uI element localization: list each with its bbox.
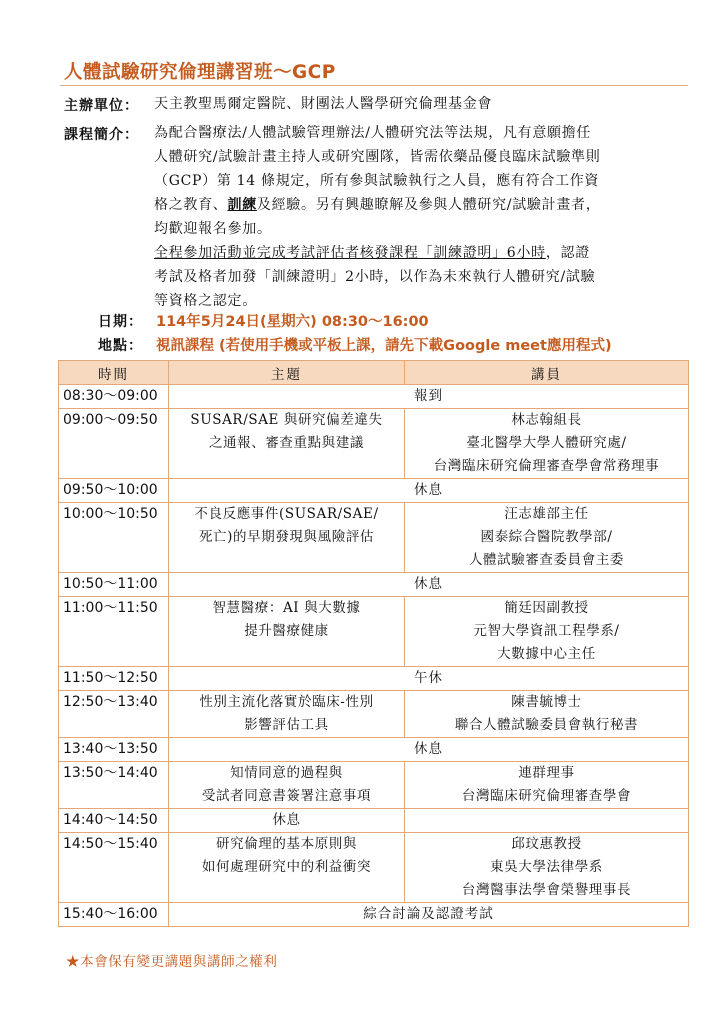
topic-line: 研究倫理的基本原則與 bbox=[216, 836, 357, 852]
topic-line: 不良反應事件(SUSAR/SAE/ bbox=[194, 506, 379, 522]
topic-line: 死亡)的早期發現與風險評估 bbox=[198, 529, 375, 545]
certificate-condition: 全程參加活動並完成考試評估者核發課程「訓練證明」6小時 bbox=[154, 245, 546, 261]
session-speaker bbox=[405, 762, 689, 809]
session-time: 12:50～13:40 bbox=[59, 691, 169, 738]
topic-line: 知情同意的過程與 bbox=[230, 765, 343, 781]
table-row bbox=[59, 691, 689, 738]
page-title: 人體試驗研究倫理講習班～GCP bbox=[64, 62, 336, 83]
session-time: 09:00～09:50 bbox=[59, 409, 169, 479]
topic-line: 如何處理研究中的利益衝突 bbox=[201, 859, 372, 875]
footnote: ★本會保有變更講題與講師之權利 bbox=[66, 954, 278, 970]
organizer-value: 天主教聖馬爾定醫院、財團法人醫學研究倫理基金會 bbox=[154, 96, 493, 112]
speaker-line: 汪志雄部主任 bbox=[504, 506, 589, 522]
speaker-line: 人體試驗審查委員會主委 bbox=[468, 552, 625, 568]
session-time: 13:50～14:40 bbox=[59, 762, 169, 809]
course-text: 格之教育、 bbox=[154, 197, 228, 213]
speaker-line: 連群理事 bbox=[518, 765, 575, 781]
session-time: 13:40～13:50 bbox=[59, 738, 169, 762]
date-label: 日期： bbox=[98, 314, 143, 330]
course-line: 考試及格者加發「訓練證明」2小時，以作為未來執行人體研究/試驗 bbox=[154, 269, 596, 285]
table-row bbox=[59, 738, 689, 762]
table-row bbox=[59, 573, 689, 597]
session-time: 14:40～14:50 bbox=[59, 809, 169, 833]
training-emphasis: 訓練 bbox=[227, 197, 257, 213]
course-line bbox=[154, 241, 674, 265]
session-break: 休息 bbox=[169, 573, 689, 597]
course-line: 為配合醫療法/人體試驗管理辦法/人體研究法等法規，凡有意願擔任 bbox=[154, 125, 592, 141]
session-time: 14:50～15:40 bbox=[59, 833, 169, 903]
table-row bbox=[59, 597, 689, 667]
date-value: 114年5月24日(星期六) 08:30～16:00 bbox=[156, 314, 429, 330]
topic-line: 性別主流化落實於臨床-性別 bbox=[199, 694, 374, 710]
course-description bbox=[154, 121, 674, 313]
course-line: 等資格之認定。 bbox=[154, 293, 257, 309]
speaker-line: 東吳大學法律學系 bbox=[490, 859, 603, 875]
speaker-line: 國泰綜合醫院教學部/ bbox=[480, 529, 613, 545]
header-speaker: 講員 bbox=[405, 361, 689, 385]
session-break: 休息 bbox=[169, 479, 689, 503]
session-topic bbox=[169, 833, 405, 903]
speaker-line: 台灣臨床研究倫理審查學會 bbox=[461, 788, 632, 804]
topic-line: 提升醫療健康 bbox=[244, 623, 329, 639]
speaker-line: 林志翰組長 bbox=[511, 412, 582, 428]
course-text: 及經驗。另有興趣瞭解及參與人體研究/試驗計畫者， bbox=[256, 197, 601, 213]
session-speaker-empty bbox=[405, 809, 689, 833]
session-topic bbox=[169, 409, 405, 479]
session-speaker bbox=[405, 597, 689, 667]
session-topic bbox=[169, 597, 405, 667]
course-label: 課程簡介： bbox=[64, 127, 139, 143]
place-value: 視訊課程 (若使用手機或平板上課，請先下載Google meet應用程式) bbox=[156, 338, 612, 354]
organizer-label: 主辦單位： bbox=[64, 98, 139, 114]
table-row bbox=[59, 809, 689, 833]
session-break bbox=[169, 809, 405, 833]
table-row bbox=[59, 385, 689, 409]
course-line: 人體研究/試驗計畫主持人或研究團隊，皆需依藥品優良臨床試驗準則 bbox=[154, 149, 601, 165]
topic-line: 智慧醫療：AI 與大數據 bbox=[212, 600, 361, 616]
topic-line: 受試者同意書簽署注意事項 bbox=[201, 788, 372, 804]
course-line: （GCP）第 14 條規定，所有參與試驗執行之人員，應有符合工作資 bbox=[154, 173, 600, 189]
table-row bbox=[59, 667, 689, 691]
speaker-line: 大數據中心主任 bbox=[497, 646, 596, 662]
session-time: 10:50～11:00 bbox=[59, 573, 169, 597]
topic-line: 影響評估工具 bbox=[244, 717, 329, 733]
table-row bbox=[59, 833, 689, 903]
table-row bbox=[59, 479, 689, 503]
table-row bbox=[59, 903, 689, 927]
course-line: 均歡迎報名參加。 bbox=[154, 221, 272, 237]
session-discussion: 綜合討論及認證考試 bbox=[169, 903, 689, 927]
session-break: 休息 bbox=[169, 738, 689, 762]
session-time: 10:00～10:50 bbox=[59, 503, 169, 573]
session-speaker bbox=[405, 503, 689, 573]
course-line bbox=[154, 193, 674, 217]
session-topic bbox=[169, 691, 405, 738]
session-break: 午休 bbox=[169, 667, 689, 691]
session-time: 11:00～11:50 bbox=[59, 597, 169, 667]
session-topic bbox=[169, 503, 405, 573]
table-row bbox=[59, 409, 689, 479]
table-header-row bbox=[59, 361, 689, 385]
speaker-line: 陳書毓博士 bbox=[511, 694, 582, 710]
session-speaker bbox=[405, 409, 689, 479]
session-time: 15:40～16:00 bbox=[59, 903, 169, 927]
speaker-line: 台灣臨床研究倫理審查學會常務理事 bbox=[433, 458, 660, 474]
session-topic bbox=[169, 762, 405, 809]
place-label: 地點： bbox=[98, 338, 143, 354]
session-speaker bbox=[405, 833, 689, 903]
session-speaker bbox=[405, 691, 689, 738]
speaker-line: 聯合人體試驗委員會執行秘書 bbox=[454, 717, 639, 733]
speaker-line: 台灣醫事法學會榮譽理事長 bbox=[461, 882, 632, 898]
table-row bbox=[59, 503, 689, 573]
header-topic: 主題 bbox=[169, 361, 405, 385]
session-time: 09:50～10:00 bbox=[59, 479, 169, 503]
session-time: 11:50～12:50 bbox=[59, 667, 169, 691]
speaker-line: 邱玟惠教授 bbox=[511, 836, 582, 852]
session-time: 08:30～09:00 bbox=[59, 385, 169, 409]
title-divider bbox=[60, 85, 688, 86]
session-break: 報到 bbox=[169, 385, 689, 409]
table-row bbox=[59, 762, 689, 809]
speaker-line: 臺北醫學大學人體研究處/ bbox=[466, 435, 627, 451]
topic-line: 之通報、審查重點與建議 bbox=[208, 435, 365, 451]
speaker-line: 簡廷因副教授 bbox=[504, 600, 589, 616]
topic-line: 休息 bbox=[272, 812, 301, 828]
speaker-line: 元智大學資訊工程學系/ bbox=[473, 623, 620, 639]
course-text: ，認證 bbox=[545, 245, 590, 261]
header-time: 時間 bbox=[59, 361, 169, 385]
topic-line: SUSAR/SAE 與研究偏差違失 bbox=[190, 412, 383, 428]
schedule-table bbox=[58, 360, 689, 927]
